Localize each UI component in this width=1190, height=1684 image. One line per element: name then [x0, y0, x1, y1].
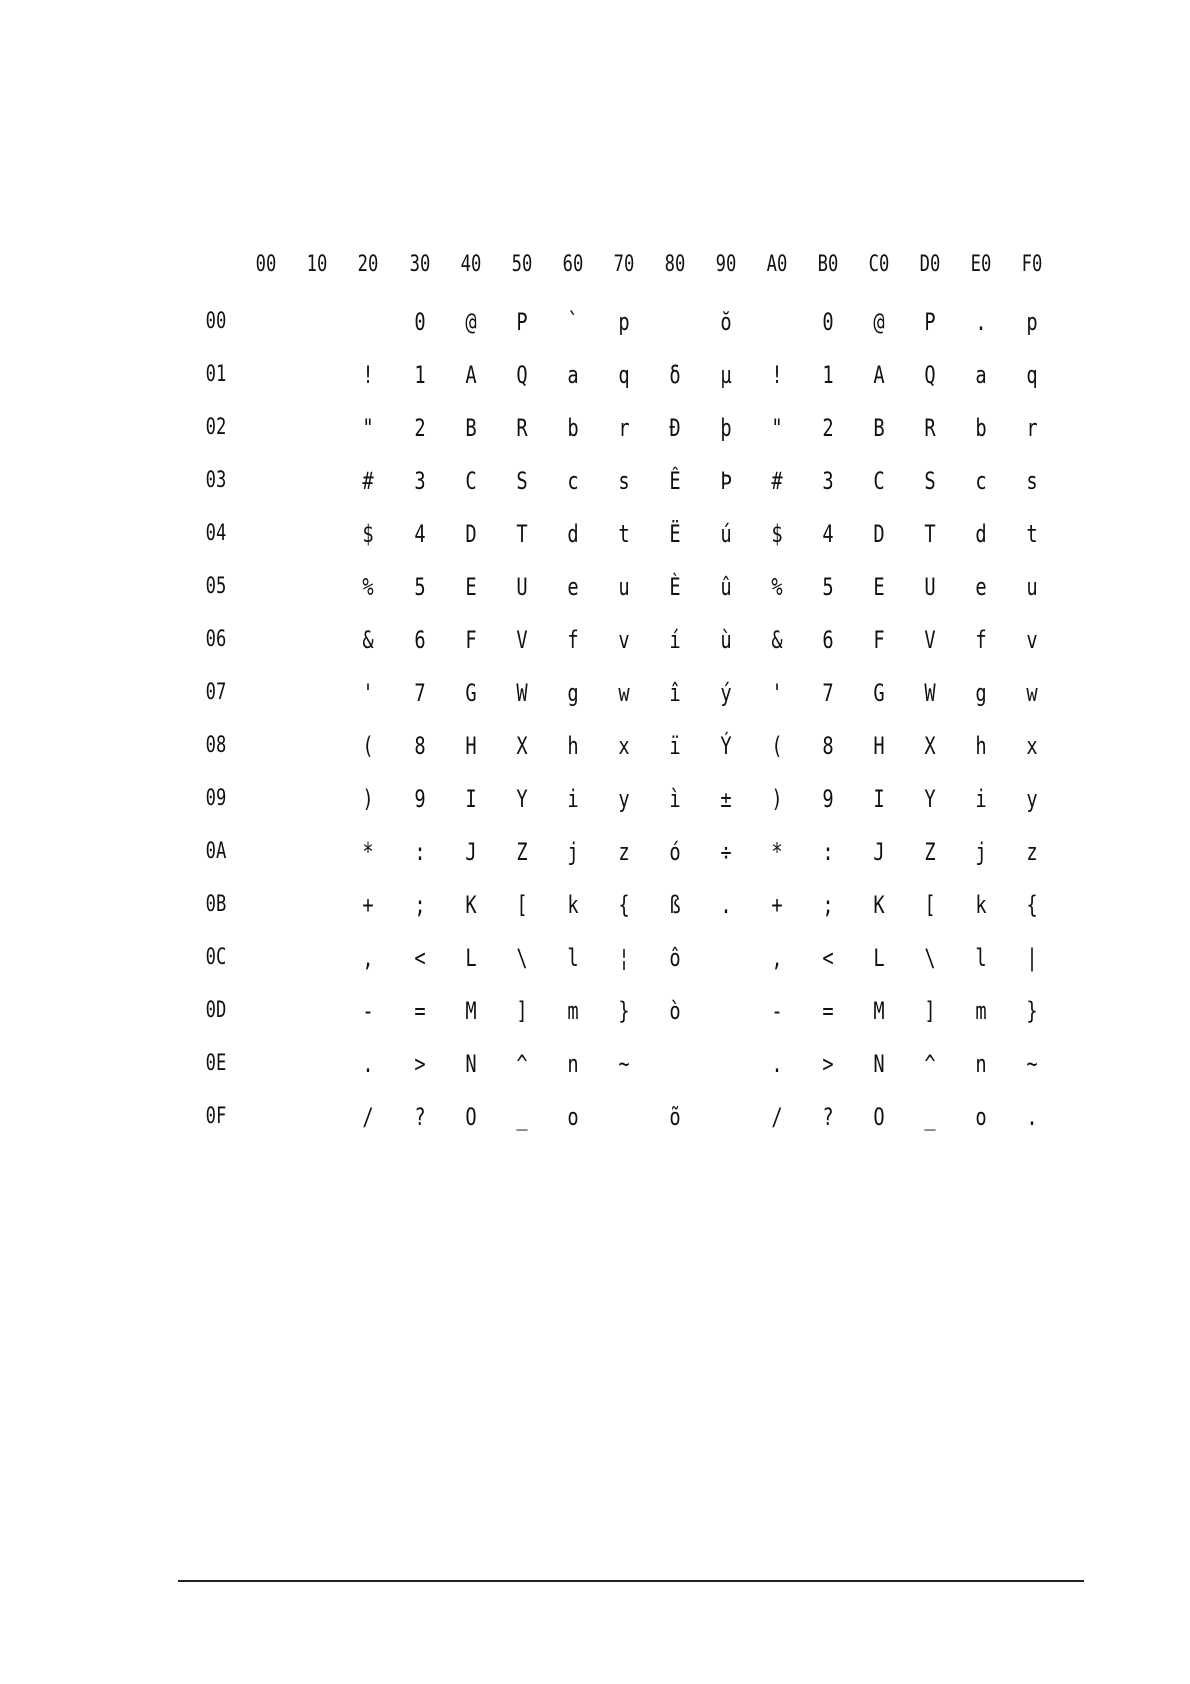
character-cell: F [465, 626, 477, 654]
character-cell: c [567, 467, 579, 495]
character-cell: : [414, 838, 426, 866]
character-cell: ò [669, 997, 681, 1025]
character-cell: y [618, 785, 630, 813]
character-cell: õ [669, 1103, 681, 1131]
character-cell: E [873, 573, 885, 601]
character-cell: ^ [516, 1050, 528, 1078]
column-header: 00 [255, 252, 277, 277]
character-cell: í [669, 626, 681, 654]
character-cell: X [516, 732, 528, 760]
character-cell: Ê [669, 467, 681, 495]
character-cell: E [465, 573, 477, 601]
character-cell: o [567, 1103, 579, 1131]
character-cell: # [771, 467, 783, 495]
character-cell: + [771, 891, 783, 919]
row-header: 05 [205, 574, 227, 599]
character-cell: . [1026, 1103, 1038, 1131]
character-cell: ¦ [618, 944, 630, 972]
character-cell: V [516, 626, 528, 654]
character-cell: % [771, 573, 783, 601]
character-cell: } [618, 997, 630, 1025]
character-cell: v [1026, 626, 1038, 654]
character-cell: F [873, 626, 885, 654]
character-cell: C [465, 467, 477, 495]
character-cell: u [1026, 573, 1038, 601]
character-cell: 8 [414, 732, 426, 760]
character-cell: a [975, 361, 987, 389]
character-cell: C [873, 467, 885, 495]
character-cell: ; [822, 891, 834, 919]
character-cell: g [567, 679, 579, 707]
character-cell: R [924, 414, 936, 442]
character-cell: W [924, 679, 936, 707]
character-cell: + [362, 891, 374, 919]
character-cell: q [1026, 361, 1038, 389]
character-cell: 4 [414, 520, 426, 548]
character-cell: p [618, 308, 630, 336]
character-cell: û [720, 573, 732, 601]
character-cell: / [362, 1103, 374, 1131]
character-cell: w [1026, 679, 1038, 707]
character-cell: f [567, 626, 579, 654]
character-cell: _ [516, 1103, 528, 1131]
character-cell: P [516, 308, 528, 336]
row-header: 03 [205, 468, 227, 493]
character-cell: 6 [822, 626, 834, 654]
column-header: 20 [357, 252, 379, 277]
character-cell: K [465, 891, 477, 919]
character-cell: m [975, 997, 987, 1025]
character-cell: y [1026, 785, 1038, 813]
character-cell: _ [924, 1103, 936, 1131]
character-cell: ^ [924, 1050, 936, 1078]
character-cell: 7 [414, 679, 426, 707]
row-header: 00 [205, 309, 227, 334]
character-cell: = [414, 997, 426, 1025]
character-cell: . [771, 1050, 783, 1078]
character-cell: D [873, 520, 885, 548]
character-cell: T [516, 520, 528, 548]
character-cell: î [669, 679, 681, 707]
character-cell: R [516, 414, 528, 442]
character-cell: @ [465, 308, 477, 336]
character-cell: ú [720, 520, 732, 548]
character-cell: Q [924, 361, 936, 389]
character-cell: * [771, 838, 783, 866]
row-header: 09 [205, 786, 227, 811]
row-header: 07 [205, 680, 227, 705]
row-header: 01 [205, 362, 227, 387]
character-cell: 3 [822, 467, 834, 495]
character-cell: 2 [414, 414, 426, 442]
character-cell: h [975, 732, 987, 760]
character-cell: < [822, 944, 834, 972]
character-cell: n [567, 1050, 579, 1078]
column-header: 60 [562, 252, 584, 277]
column-header: E0 [970, 252, 992, 277]
character-cell: 7 [822, 679, 834, 707]
character-cell: v [618, 626, 630, 654]
character-cell: t [1026, 520, 1038, 548]
character-cell: n [975, 1050, 987, 1078]
character-cell: ý [720, 679, 732, 707]
character-cell: 1 [822, 361, 834, 389]
character-cell: a [567, 361, 579, 389]
character-cell: o [975, 1103, 987, 1131]
character-cell: ] [516, 997, 528, 1025]
character-cell: K [873, 891, 885, 919]
row-header: 02 [205, 415, 227, 440]
character-cell: , [771, 944, 783, 972]
character-cell: 9 [822, 785, 834, 813]
character-cell: I [465, 785, 477, 813]
character-cell: O [873, 1103, 885, 1131]
character-cell: Ý [720, 732, 732, 760]
character-cell: - [771, 997, 783, 1025]
character-cell: . [720, 891, 732, 919]
character-cell: S [924, 467, 936, 495]
character-cell: 3 [414, 467, 426, 495]
character-cell: ) [362, 785, 374, 813]
character-cell: % [362, 573, 374, 601]
character-cell: h [567, 732, 579, 760]
character-cell: Ð [669, 414, 681, 442]
character-cell: ( [771, 732, 783, 760]
character-cell: ß [669, 891, 681, 919]
character-cell: d [975, 520, 987, 548]
character-cell: N [873, 1050, 885, 1078]
character-cell: N [465, 1050, 477, 1078]
character-cell: , [362, 944, 374, 972]
character-cell: # [362, 467, 374, 495]
character-cell: l [567, 944, 579, 972]
character-cell: k [975, 891, 987, 919]
character-cell: ] [924, 997, 936, 1025]
character-cell: = [822, 997, 834, 1025]
character-cell: | [1026, 944, 1038, 972]
character-cell: Q [516, 361, 528, 389]
character-cell: ! [362, 361, 374, 389]
character-cell: S [516, 467, 528, 495]
character-cell: [ [516, 891, 528, 919]
character-cell: j [567, 838, 579, 866]
character-cell: B [465, 414, 477, 442]
character-cell: U [924, 573, 936, 601]
character-cell: ` [567, 308, 579, 336]
character-cell: È [669, 573, 681, 601]
character-cell: ± [720, 785, 732, 813]
character-cell: G [465, 679, 477, 707]
character-cell: 8 [822, 732, 834, 760]
character-cell: 9 [414, 785, 426, 813]
character-cell: & [362, 626, 374, 654]
character-cell: @ [873, 308, 885, 336]
column-header: 90 [715, 252, 737, 277]
character-cell: W [516, 679, 528, 707]
character-cell: r [1026, 414, 1038, 442]
character-cell: $ [771, 520, 783, 548]
character-cell: ù [720, 626, 732, 654]
character-cell: " [771, 414, 783, 442]
character-cell: { [618, 891, 630, 919]
character-cell: ' [362, 679, 374, 707]
character-cell: [ [924, 891, 936, 919]
character-cell: . [975, 308, 987, 336]
character-cell: d [567, 520, 579, 548]
character-cell: > [822, 1050, 834, 1078]
character-cell: s [618, 467, 630, 495]
character-cell: Y [924, 785, 936, 813]
character-cell: H [465, 732, 477, 760]
character-cell: : [822, 838, 834, 866]
character-cell: / [771, 1103, 783, 1131]
character-cell: z [618, 838, 630, 866]
character-cell: b [975, 414, 987, 442]
character-cell: 6 [414, 626, 426, 654]
character-cell: L [873, 944, 885, 972]
footer-rule [178, 1580, 1084, 1582]
character-cell: ó [669, 838, 681, 866]
character-cell: & [771, 626, 783, 654]
character-cell: t [618, 520, 630, 548]
character-cell: J [465, 838, 477, 866]
character-cell: 5 [822, 573, 834, 601]
character-cell: $ [362, 520, 374, 548]
character-cell: ï [669, 732, 681, 760]
row-header: 04 [205, 521, 227, 546]
character-cell: D [465, 520, 477, 548]
character-cell: O [465, 1103, 477, 1131]
character-cell: ! [771, 361, 783, 389]
character-cell: \ [924, 944, 936, 972]
character-cell: m [567, 997, 579, 1025]
character-cell: i [975, 785, 987, 813]
row-header: 0E [205, 1051, 227, 1076]
character-cell: * [362, 838, 374, 866]
row-header: 0D [205, 998, 227, 1023]
character-cell: 4 [822, 520, 834, 548]
column-header: D0 [919, 252, 941, 277]
column-header: 50 [511, 252, 533, 277]
column-header: 40 [460, 252, 482, 277]
character-cell: U [516, 573, 528, 601]
character-cell: e [567, 573, 579, 601]
character-cell: Ë [669, 520, 681, 548]
column-header: C0 [868, 252, 890, 277]
character-cell: u [618, 573, 630, 601]
character-cell: s [1026, 467, 1038, 495]
character-cell: T [924, 520, 936, 548]
character-cell: M [873, 997, 885, 1025]
character-cell: δ [669, 361, 681, 389]
character-cell: 2 [822, 414, 834, 442]
row-header: 0B [205, 892, 227, 917]
character-cell: 0 [822, 308, 834, 336]
character-cell: b [567, 414, 579, 442]
character-cell: ~ [1026, 1050, 1038, 1078]
character-cell: G [873, 679, 885, 707]
character-cell: z [1026, 838, 1038, 866]
character-cell: B [873, 414, 885, 442]
character-cell: j [975, 838, 987, 866]
row-header: 0A [205, 839, 227, 864]
column-header: 70 [613, 252, 635, 277]
character-cell: g [975, 679, 987, 707]
character-cell: X [924, 732, 936, 760]
character-cell: þ [720, 414, 732, 442]
character-cell: < [414, 944, 426, 972]
character-cell: ? [822, 1103, 834, 1131]
character-cell: c [975, 467, 987, 495]
character-cell: k [567, 891, 579, 919]
character-cell: ì [669, 785, 681, 813]
character-cell: . [362, 1050, 374, 1078]
character-cell: ÷ [720, 838, 732, 866]
character-cell: \ [516, 944, 528, 972]
character-cell: e [975, 573, 987, 601]
character-cell: ? [414, 1103, 426, 1131]
character-cell: " [362, 414, 374, 442]
character-cell: - [362, 997, 374, 1025]
character-cell: M [465, 997, 477, 1025]
character-cell: w [618, 679, 630, 707]
character-cell: f [975, 626, 987, 654]
character-cell: L [465, 944, 477, 972]
column-header: 80 [664, 252, 686, 277]
character-cell: ) [771, 785, 783, 813]
character-cell: 0 [414, 308, 426, 336]
character-cell: ~ [618, 1050, 630, 1078]
character-cell: l [975, 944, 987, 972]
character-cell: ; [414, 891, 426, 919]
character-cell: 5 [414, 573, 426, 601]
column-header: B0 [817, 252, 839, 277]
character-cell: I [873, 785, 885, 813]
character-cell: µ [720, 361, 732, 389]
character-cell: Z [516, 838, 528, 866]
character-cell: x [1026, 732, 1038, 760]
row-header: 08 [205, 733, 227, 758]
character-cell: ô [669, 944, 681, 972]
character-cell: r [618, 414, 630, 442]
column-header: 30 [409, 252, 431, 277]
character-cell: 1 [414, 361, 426, 389]
row-header: 0C [205, 945, 227, 970]
character-cell: ( [362, 732, 374, 760]
character-cell: ' [771, 679, 783, 707]
character-cell: J [873, 838, 885, 866]
row-header: 06 [205, 627, 227, 652]
column-header: F0 [1021, 252, 1043, 277]
character-cell: H [873, 732, 885, 760]
character-cell: p [1026, 308, 1038, 336]
character-cell: Y [516, 785, 528, 813]
character-cell: { [1026, 891, 1038, 919]
character-cell: P [924, 308, 936, 336]
character-cell: A [465, 361, 477, 389]
character-cell: ŏ [720, 308, 732, 336]
character-cell: V [924, 626, 936, 654]
character-cell: x [618, 732, 630, 760]
character-cell: A [873, 361, 885, 389]
character-cell: i [567, 785, 579, 813]
character-cell: Þ [720, 467, 732, 495]
character-cell: > [414, 1050, 426, 1078]
column-header: 10 [306, 252, 328, 277]
column-header: A0 [766, 252, 788, 277]
character-cell: q [618, 361, 630, 389]
row-header: 0F [205, 1104, 227, 1129]
character-cell: Z [924, 838, 936, 866]
character-cell: } [1026, 997, 1038, 1025]
